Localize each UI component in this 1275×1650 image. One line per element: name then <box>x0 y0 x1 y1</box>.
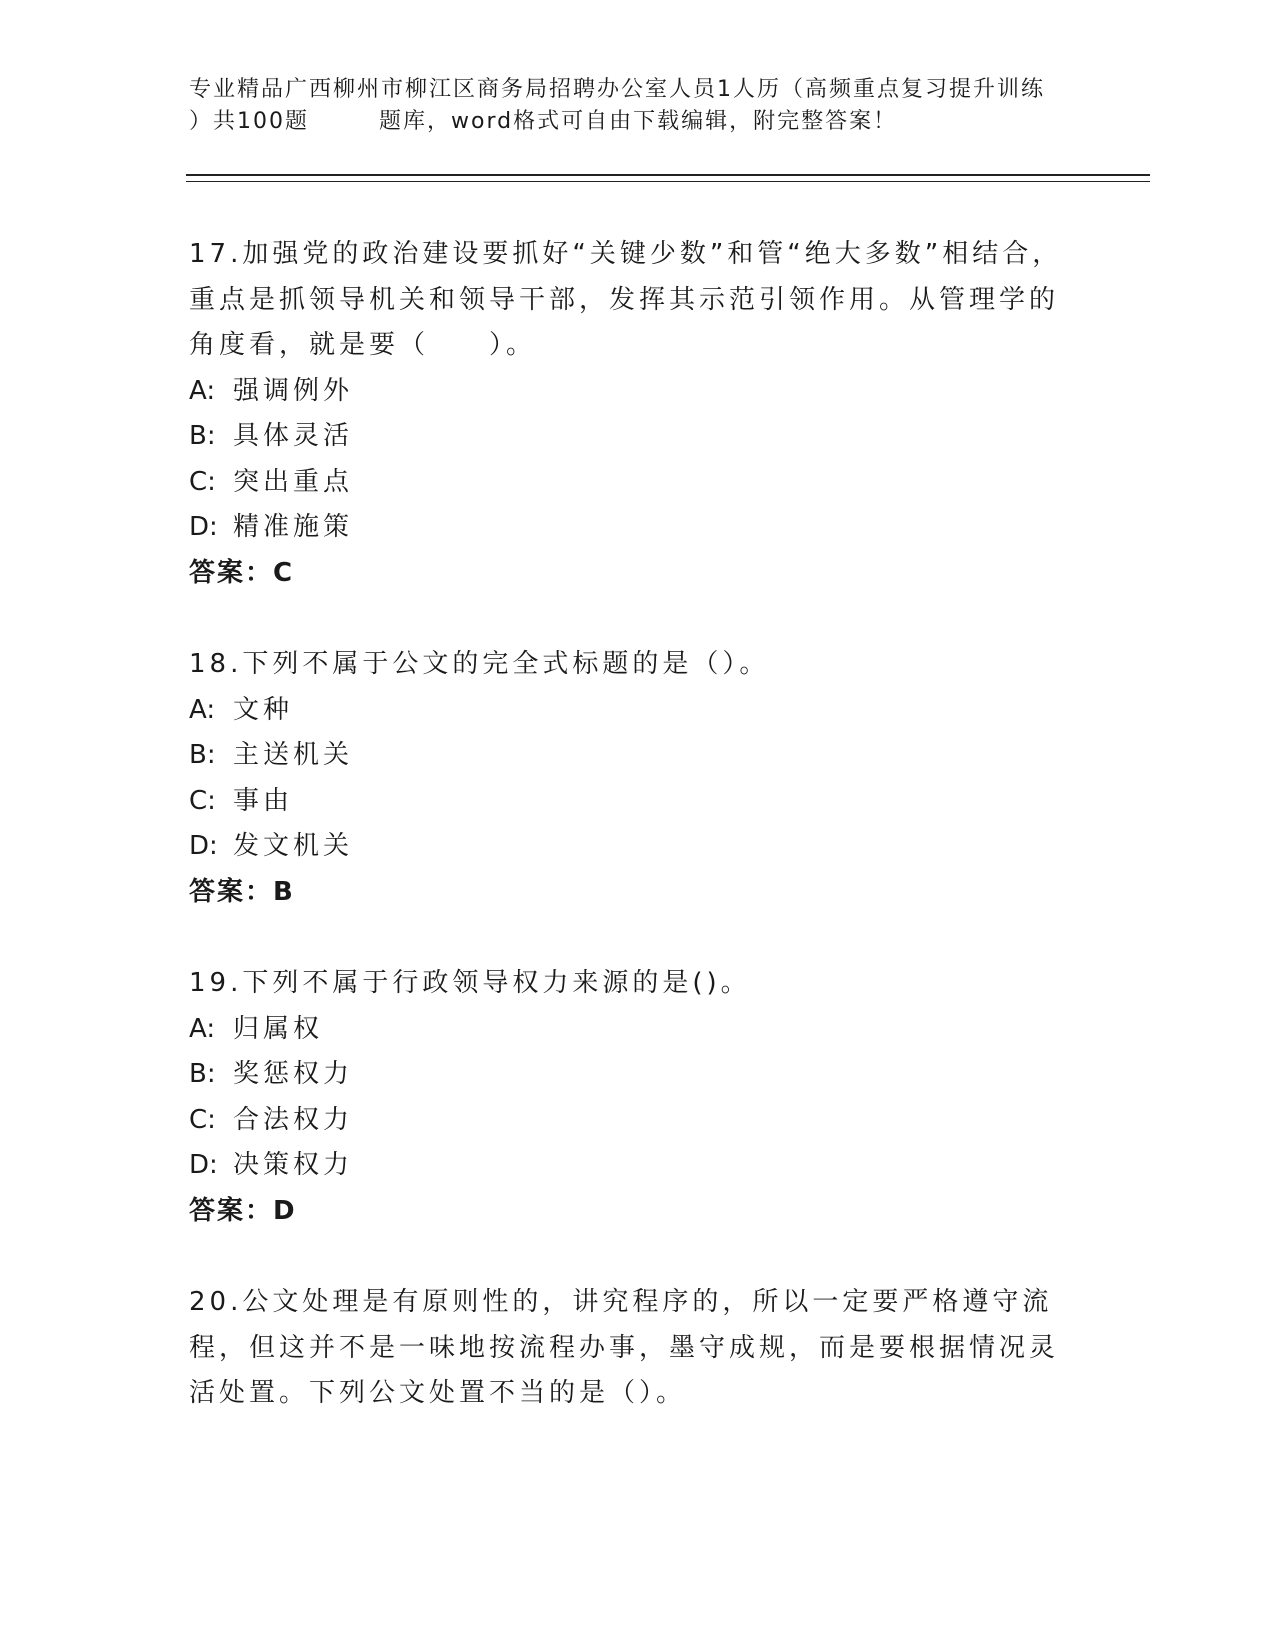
option-text: 具体灵活 <box>233 421 354 451</box>
option-text: 发文机关 <box>233 831 354 861</box>
answer: 答案：D <box>189 1195 297 1226</box>
option-c <box>189 460 1069 506</box>
question-17 <box>189 232 1069 596</box>
answer: 答案：B <box>189 876 295 907</box>
option-a <box>189 688 1069 734</box>
option-d <box>189 1143 1069 1189</box>
option-key: B: <box>189 740 216 770</box>
option-text: 突出重点 <box>233 466 354 497</box>
option-b <box>189 733 1069 779</box>
option-text: 事由 <box>233 785 294 816</box>
option-key: D: <box>189 1150 218 1180</box>
answer: 答案：C <box>189 557 295 588</box>
question-18 <box>189 642 1069 915</box>
header-line-1: 专业精品广西柳州市柳江区商务局招聘办公室人员1人历（高频重点复习提升训练 <box>189 77 1045 102</box>
option-key: A: <box>189 375 216 406</box>
option-c <box>189 1098 1069 1144</box>
option-key: C: <box>189 1104 216 1135</box>
header-rule-thin <box>186 181 1150 182</box>
option-text: 强调例外 <box>233 375 354 406</box>
option-c <box>189 779 1069 825</box>
option-text: 文种 <box>233 694 294 725</box>
option-text: 合法权力 <box>233 1104 354 1135</box>
option-key: C: <box>189 466 216 497</box>
header-line-2-start: ）共100题 <box>189 109 309 134</box>
option-b <box>189 414 1069 460</box>
option-key: D: <box>189 512 218 542</box>
option-b <box>189 1052 1069 1098</box>
question-text: 17.加强党的政治建设要抓好“关键少数”和管“绝大多数”相结合，重点是抓领导机关和领导干部，发挥其示范引领作用。从管理学的角度看，就是要（ ）。 <box>189 239 1063 360</box>
document-header <box>189 74 1089 138</box>
option-key: B: <box>189 421 216 451</box>
option-key: A: <box>189 1013 216 1044</box>
option-text: 决策权力 <box>233 1150 354 1180</box>
question-list <box>189 232 1069 1463</box>
option-d <box>189 505 1069 551</box>
question-text: 20.公文处理是有原则性的，讲究程序的，所以一定要严格遵守流程，但这并不是一味地按流程办事，墨守成规，而是要根据情况灵活处置。下列公文处置不当的是（）。 <box>189 1287 1060 1408</box>
question-text: 18.下列不属于公文的完全式标题的是（）。 <box>189 649 770 679</box>
option-a <box>189 1007 1069 1053</box>
option-text: 主送机关 <box>233 740 354 770</box>
option-key: A: <box>189 694 216 725</box>
option-d <box>189 824 1069 870</box>
header-line-2 <box>189 106 1089 138</box>
option-key: C: <box>189 785 216 816</box>
question-19 <box>189 961 1069 1234</box>
option-text: 奖惩权力 <box>233 1059 354 1089</box>
option-key: D: <box>189 831 218 861</box>
question-text: 19.下列不属于行政领导权力来源的是()。 <box>189 968 751 998</box>
header-rule-thick <box>186 174 1150 176</box>
question-20 <box>189 1280 1069 1417</box>
option-text: 归属权 <box>233 1013 324 1044</box>
option-key: B: <box>189 1059 216 1089</box>
header-line-2-end: 题库，word格式可自由下载编辑，附完整答案！ <box>379 109 898 134</box>
option-a <box>189 369 1069 415</box>
option-text: 精准施策 <box>233 512 354 542</box>
